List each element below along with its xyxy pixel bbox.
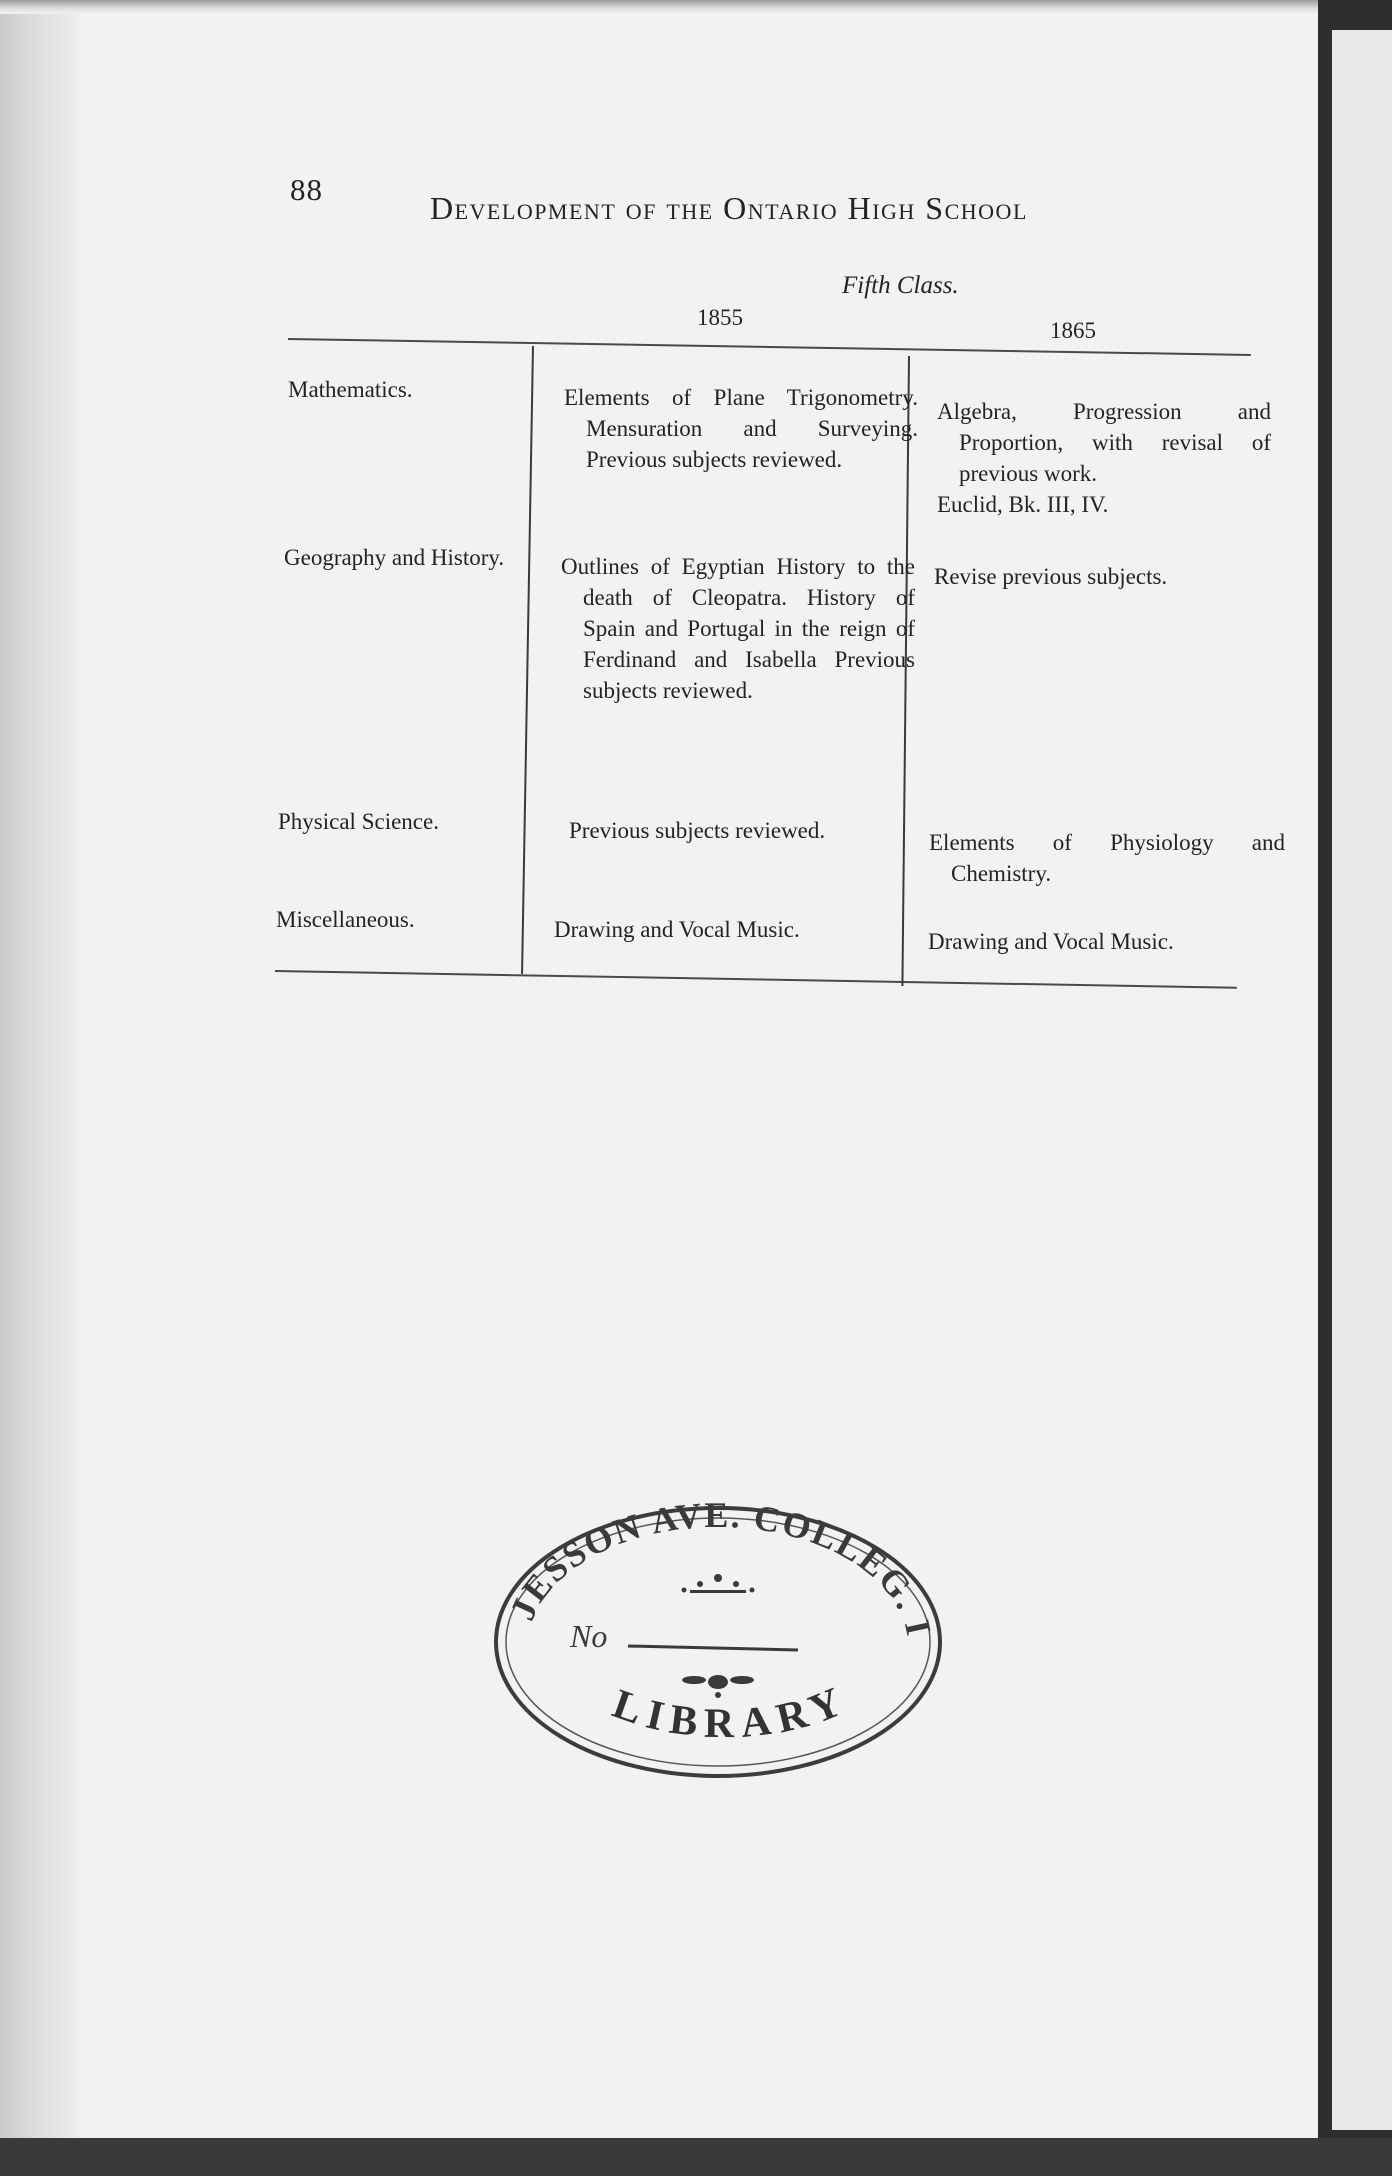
row-geography-history-1865: Revise previous subjects. [934,564,1168,589]
bottom-margin-dark [0,2138,1392,2176]
row-subject-miscellaneous: Miscellaneous. [276,907,415,932]
row-mathematics-1865-line-2: Euclid, Bk. III, IV. [937,492,1109,517]
class-caption: Fifth Class. [842,272,959,299]
binding-shadow [0,0,80,2138]
row-mathematics-1865 [937,396,1271,520]
row-physical-science-1855: Previous subjects reviewed. [569,818,826,843]
row-subject-mathematics: Mathematics. [288,377,413,402]
next-page-edge [1332,30,1392,2130]
library-stamp-icon [478,1492,948,1782]
row-subject-physical-science: Physical Science. [278,809,439,834]
row-subject-geography-history: Geography and History. [284,545,505,570]
column-header-1855: 1855 [697,305,743,330]
row-physical-science-1865: Elements of Physiology and Chemistry. [929,830,1285,886]
row-geography-history-1855: Outlines of Egyptian History to the death of Cleopatra. History of Spain and Portugal in the reign of Ferdinand and Isabella Previous subjects reviewed. [561,554,915,703]
top-edge-shadow [0,0,1318,14]
svg-text:LIBRARY: LIBRARY [606,1676,856,1748]
row-miscellaneous-1865: Drawing and Vocal Music. [928,929,1174,954]
page-number: 88 [290,172,323,207]
running-head: Development of the Ontario High School [430,190,1028,226]
column-header-1865: 1865 [1050,318,1096,343]
row-mathematics-1865-line-1: Algebra, Progression and Proportion, with revisal of previous work. [937,399,1271,486]
svg-text:No: No [570,1618,608,1654]
row-mathematics-1855: Elements of Plane Trigonometry. Mensuration and Surveying. Previous subjects reviewed. [564,385,918,472]
svg-text:JESSON AVE. COLLEG. INSTITUTE: JESSON AVE. COLLEG. I [502,1494,940,1641]
row-miscellaneous-1855: Drawing and Vocal Music. [554,917,800,942]
